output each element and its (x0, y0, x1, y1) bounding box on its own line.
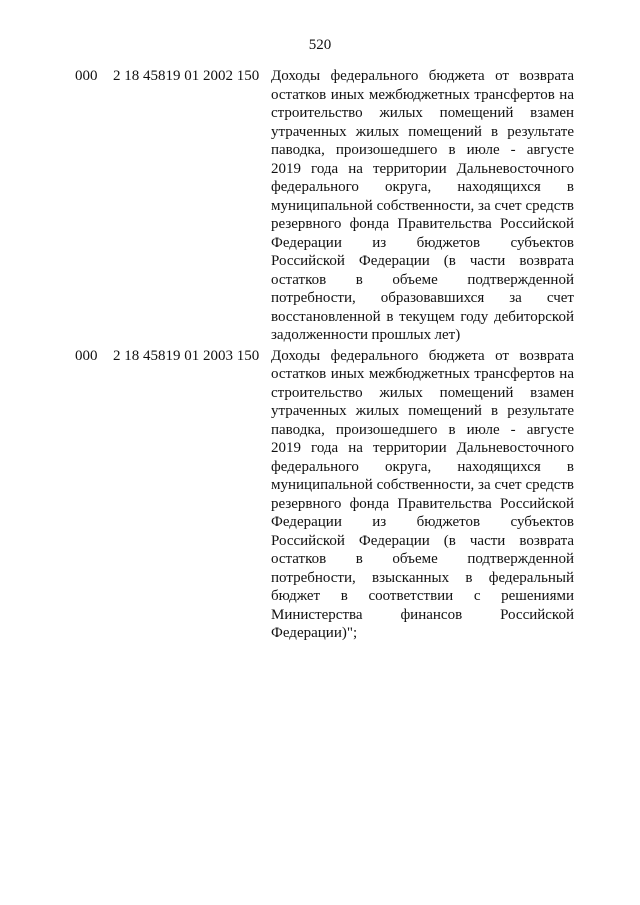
administrator-code: 000 (75, 68, 98, 84)
description-line: муниципальной собственности, за счет средств (271, 197, 574, 214)
description-line: 2019 года на территории Дальневосточного (271, 440, 574, 456)
income-description (271, 347, 574, 643)
description-line: задолженности прошлых лет) (271, 327, 461, 343)
budget-classification-code: 2 18 45819 01 2002 150 (113, 68, 260, 84)
budget-entry (0, 67, 640, 345)
description-line: Российской Федерации (в части возврата (271, 532, 574, 549)
description-line: муниципальной собственности, за счет средств (271, 477, 574, 493)
description-line: остатков иных межбюджетных трансфертов на (271, 366, 574, 382)
description-line: резервного фонда Правительства Российской (271, 495, 574, 512)
description-line: Федерации из бюджетов субъектов (271, 514, 574, 530)
description-line: федерального округа, находящихся в (271, 458, 574, 475)
description-line: Доходы федерального бюджета от возврата (271, 68, 574, 84)
description-line: остатков иных межбюджетных трансфертов на (271, 86, 574, 103)
description-line: остатков в объеме подтвержденной (271, 551, 574, 567)
description-line: потребности, взысканных в федеральный (271, 569, 574, 586)
description-line: федерального округа, находящихся в (271, 179, 574, 195)
description-line: бюджет в соответствии с решениями (271, 588, 574, 604)
description-line: резервного фонда Правительства Российской (271, 216, 574, 232)
description-line: строительство жилых помещений взамен (271, 384, 574, 401)
description-line: восстановленной в текущем году дебиторской (271, 308, 574, 325)
description-line: Федерации из бюджетов субъектов (271, 234, 574, 251)
description-line: Российской Федерации (в части возврата (271, 253, 574, 269)
budget-entry (0, 347, 640, 643)
budget-classification-list (0, 67, 640, 643)
page-number: 520 (308, 37, 332, 53)
description-line: Министерства финансов Российской (271, 606, 574, 623)
description-line: Федерации)"; (271, 625, 358, 641)
description-line: потребности, образовавшихся за счет (271, 290, 574, 306)
budget-classification-code: 2 18 45819 01 2003 150 (113, 347, 260, 364)
description-line: паводка, произошедшего в июле - августе (271, 421, 574, 438)
description-line: утраченных жилых помещений в результате (271, 403, 574, 419)
description-line: паводка, произошедшего в июле - августе (271, 142, 574, 158)
description-line: 2019 года на территории Дальневосточного (271, 160, 574, 177)
income-description (271, 67, 574, 345)
description-line: Доходы федерального бюджета от возврата (271, 347, 574, 364)
description-line: строительство жилых помещений взамен (271, 105, 574, 121)
description-line: утраченных жилых помещений в результате (271, 123, 574, 140)
administrator-code: 000 (75, 347, 98, 364)
description-line: остатков в объеме подтвержденной (271, 271, 574, 288)
